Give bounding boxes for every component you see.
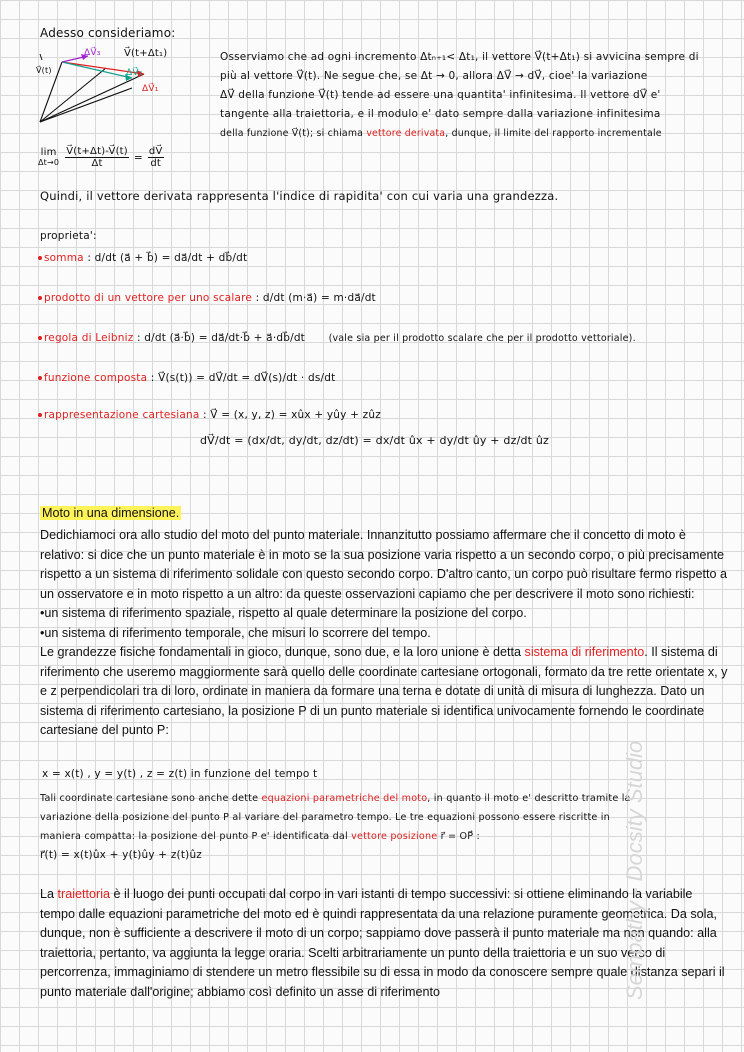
section-p1: Dedichiamoci ora allo studio del moto del punto materiale. Innanzitutto possiamo affermare che il concetto di moto è relativo: si dice che un punto materiale è in moto se la sua posizione varia rispetto a un secondo corpo, o più precisamente rispetto a un sistema di riferimento solidale con questo secondo corpo. D'altro canto, un corpo può risultare fermo rispetto a un osservatore e in moto rispetto a un altro: da queste osservazioni capiamo che per descrivere il moto sono richiesti: bbox=[40, 528, 728, 601]
limit-sub: Δt→0 bbox=[38, 157, 60, 167]
prop-prodotto bbox=[38, 292, 376, 304]
traiettoria-term: traiettoria bbox=[57, 887, 111, 901]
p3-pre: La bbox=[40, 887, 55, 901]
section-title-text: Moto in una dimensione. bbox=[42, 506, 180, 520]
bullet-dot bbox=[38, 296, 42, 300]
section-bullet2: •un sistema di riferimento temporale, che misuri lo scorrere del tempo. bbox=[40, 625, 431, 640]
prop-leibniz-note: (vale sia per il prodotto scalare che per il prodotto vettoriale). bbox=[328, 333, 636, 344]
limit-rnum: dV⃗ bbox=[148, 146, 163, 157]
label-dv1: ΔV⃗₁ bbox=[142, 84, 159, 94]
quindi-line: Quindi, il vettore derivata rappresenta l'indice di rapidita' con cui varia una grandezza. bbox=[40, 189, 559, 203]
prop-leibniz bbox=[38, 332, 636, 344]
limit-rden: dt bbox=[150, 158, 162, 169]
vettore-posizione-term: vettore posizione bbox=[351, 831, 438, 842]
vector-diagram bbox=[36, 44, 216, 130]
para-line-last bbox=[220, 124, 699, 143]
label-dv2: ΔV⃗₂ bbox=[126, 68, 143, 78]
prop-cartesiana-formula2: dV⃗/dt = (dx/dt, dy/dt, dz/dt) = dx/dt ûx + dy/dt ûy + dz/dt ûz bbox=[200, 434, 550, 447]
sistema-riferimento-term: sistema di riferimento bbox=[524, 645, 645, 659]
vettore-derivata-term: vettore derivata bbox=[366, 128, 446, 139]
hw2-l3-post: r⃗ = OP⃗ : bbox=[440, 831, 480, 842]
bullet-dot bbox=[38, 413, 42, 417]
prop-cartesiana-label: rappresentazione cartesiana bbox=[44, 409, 200, 421]
section-title bbox=[40, 506, 181, 520]
para-line: ΔV⃗ della funzione V⃗(t) tende ad essere una quantita' infinitesima. Il vettore dV⃗ e' bbox=[220, 89, 661, 101]
hw2-line4: r⃗(t) = x(t)ûx + y(t)ûy + z(t)ûz bbox=[40, 849, 203, 861]
prop-cartesiana-formula: : V⃗ = (x, y, z) = xûx + yûy + zûz bbox=[203, 409, 381, 421]
label-vt: V⃗(t) bbox=[36, 66, 52, 75]
bullet-dot bbox=[38, 256, 42, 260]
para-last-pre: della funzione V⃗(t); si chiama bbox=[220, 128, 364, 139]
para-line: tangente alla traiettoria, e il modulo e' dato sempre dalla variazione infinitesima bbox=[220, 108, 661, 120]
limit-lim: lim bbox=[40, 146, 57, 158]
hw2-line2: variazione della posizione del punto P al variare del parametro tempo. Le tre equazioni possono essere riscritte in bbox=[40, 812, 610, 823]
hw2-l1-post: , in quanto il moto e' descritto tramite la bbox=[427, 793, 631, 804]
hw2-l3-pre: maniera compatta: la posizione del punto P e' identificata dal bbox=[40, 831, 348, 842]
bullet-dot bbox=[38, 376, 42, 380]
prop-composta-label: funzione composta bbox=[44, 372, 148, 384]
prop-leibniz-label: regola di Leibniz bbox=[44, 332, 134, 344]
prop-somma bbox=[38, 252, 247, 264]
limit-den: Δt bbox=[91, 158, 103, 169]
notes-heading: Adesso consideriamo: bbox=[40, 26, 176, 40]
para-last-post: , dunque, il limite del rapporto incrementale bbox=[445, 128, 662, 139]
prop-somma-formula: : d/dt (a⃗ + b⃗) = da⃗/dt + db⃗/dt bbox=[87, 252, 248, 264]
prop-cartesiana bbox=[38, 409, 381, 421]
label-dv3: ΔV⃗₃ bbox=[84, 48, 101, 58]
bullet1-text: un sistema di riferimento spaziale, rispetto al quale determinare la posizione del corpo. bbox=[44, 606, 527, 620]
label-vt-dt: V⃗(t+Δt₁) bbox=[124, 48, 168, 59]
hw-block-2 bbox=[40, 789, 631, 865]
p2-pre: Le grandezze fisiche fondamentali in gioco, dunque, sono due, e la loro unione è detta bbox=[40, 645, 522, 659]
prop-leibniz-formula: : d/dt (a⃗·b⃗) = da⃗/dt·b⃗ + a⃗·db⃗/dt bbox=[136, 332, 306, 344]
prop-prodotto-label: prodotto di un vettore per uno scalare bbox=[44, 292, 253, 304]
hw2-l1-pre: Tali coordinate cartesiane sono anche dette bbox=[40, 793, 259, 804]
equazioni-parametriche-term: equazioni parametriche del moto bbox=[261, 793, 428, 804]
coords-line: x = x(t) , y = y(t) , z = z(t) in funzione del tempo t bbox=[42, 768, 318, 780]
limit-num: V⃗(t+Δt)-V⃗(t) bbox=[66, 146, 128, 157]
prop-composta-formula: : V⃗(s(t)) = dV⃗/dt = dV⃗(s)/dt · ds/dt bbox=[150, 372, 336, 384]
watermark: Sempathy - Docsity Studio bbox=[622, 740, 647, 1000]
p3-post: è il luogo dei punti occupati dal corpo in vari istanti di tempo successivi: si ottiene eliminando la variabile tempo dalle equazioni parametriche del moto ed è quindi rappresentata da una relazione puramente geometrica. Da sola, dunque, non è sufficiente a descrivere il moto di un corpo; sappiamo dove passerà il punto materiale ma non quando: alla traiettoria, pertanto, va aggiunta la legge oraria. Scelti arbitrariamente un punto della traiettoria e un suo verso di percorrenza, immaginiamo di stendere un metro flessibile su di essa in modo da conoscere sempre quale distanza separi il punto materiale dall'origine; abbiamo così definito un asse di riferimento bbox=[40, 887, 725, 999]
prop-somma-label: somma bbox=[44, 252, 84, 264]
props-title: proprieta': bbox=[40, 230, 97, 242]
notes-paragraph bbox=[220, 48, 699, 143]
bullet2-text: un sistema di riferimento temporale, che misuri lo scorrere del tempo. bbox=[44, 625, 431, 640]
para-line: Osserviamo che ad ogni incremento Δtₙ₊₁< Δt₁, il vettore V⃗(t+Δt₁) si avvicina sempre di bbox=[220, 51, 699, 63]
p2-post: . Il sistema di riferimento che useremo maggiormente sarà quello delle coordinate cartesiane ortogonali, formato da tre rette orientate x, y e z perpendicolari tra di loro, ordinate in maniera da formare una terna e dotate di unità di misura di lunghezza. Dato un sistema di riferimento cartesiano, la posizione P di un punto materiale si identifica univocamente fornendo le coordinate cartesiane del punto P: bbox=[40, 645, 728, 737]
hw2-line1 bbox=[40, 789, 631, 808]
prop-composta bbox=[38, 372, 335, 384]
para-line: più al vettore V⃗(t). Ne segue che, se Δt → 0, allora ΔV⃗ → dV⃗, cioe' la variazione bbox=[220, 70, 648, 82]
section-bullet1: •un sistema di riferimento spaziale, rispetto al quale determinare la posizione del corpo. bbox=[40, 606, 527, 620]
hw2-line3 bbox=[40, 827, 631, 846]
bullet-dot bbox=[38, 336, 42, 340]
limit-formula bbox=[38, 146, 166, 169]
limit-eq: = bbox=[133, 151, 143, 164]
prop-prodotto-formula: : d/dt (m·a⃗) = m·da⃗/dt bbox=[255, 292, 376, 304]
